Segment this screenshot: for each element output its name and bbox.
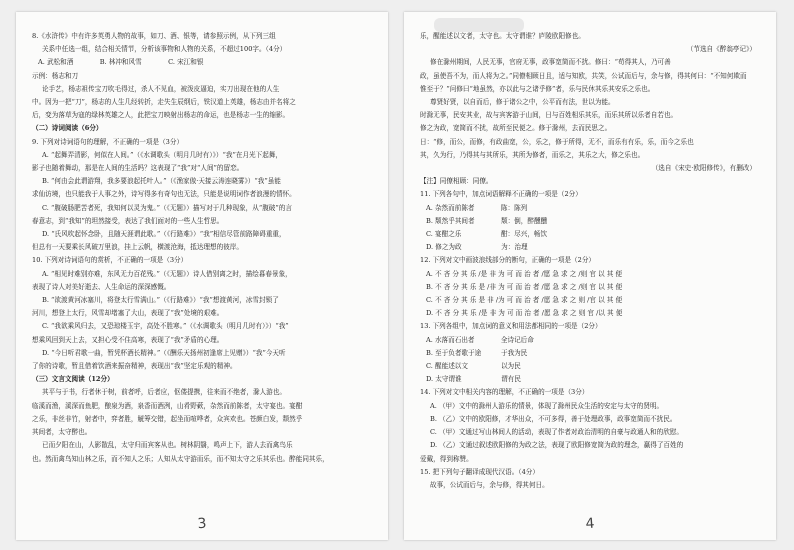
text-line: 13. 下列各组中，加点词的意义和用法都相同的一项是（2分） — [420, 322, 602, 331]
text-line: A. 不 吝 分 其 乐 /是 非 为 可 而 治 者 /愿 急 求 之 /则 官 以 其 便 — [426, 269, 623, 278]
page-4-text — [420, 30, 762, 492]
text-line: 故事，公试而后与，余与修，得其何日。 — [430, 480, 549, 489]
text-line: D. 修之为政 为：治理 — [426, 243, 528, 252]
text-line: 中。因为一把“刀”，杨志的人生几经转折，走失生辰纲后，铁汉道上英雄，杨志由并名将之 — [32, 98, 296, 107]
exam-page-4 — [404, 12, 776, 540]
text-line: A. 杂然而前陈者 陈：陈列 — [426, 203, 528, 212]
text-line: 其平与于书，行者休于树，前者呼，后者应，伛偻提携，往来而不绝者，滁人游也。 — [42, 388, 286, 397]
text-line: 临溪而渔，溪深而鱼肥，酿泉为酒，泉香而酒洌，山肴野蔌，杂然而前陈者，太守宴也。宴酣 — [32, 401, 303, 410]
text-line: 尊贤好贤，以自而后，修于诸公之中，公平而有法，世以为能。 — [430, 98, 615, 107]
text-line: 其，久为行，乃得其与其所乐，其所为修者，而乐之，其乐之大，修之乐也。 — [420, 150, 645, 159]
text-line: 乐，醒能述以文者，太守也。太守谓谁？庐陵欧阳修也。 — [420, 32, 585, 40]
text-line: 示例：杨志和刀 — [32, 71, 79, 80]
page-number: 4 — [584, 515, 596, 533]
text-line: C. 醒能述以文 以为民 — [426, 362, 521, 371]
text-line: A. 武松和酒 B. 林冲和风雪 C. 宋江和银 — [38, 58, 204, 67]
text-line: C. “腹破肠肥苦者死，我知何以灵为鬼。”（《无题》）描写对于几种现象，从“腹破”的言 — [42, 203, 292, 212]
text-line: A. （甲）文中的滁州人游乐的情景，体现了滁州民众生活的安定与太守的贤明。 — [430, 401, 664, 410]
text-line: B. 至于负者歌于途 于我为民 — [426, 348, 528, 357]
text-line: 论手艺，杨志祖传宝刀吹毛得过，杀人不见血，被泼皮逼迫，实刀出现在他的人生 — [42, 84, 280, 93]
text-line: C. 宴酣之乐 酣：尽兴，畅饮 — [426, 230, 548, 239]
text-line: 影子也随着舞动，那是在人间的生活吗？这表现了“我”对“人间”的留恋。 — [32, 164, 244, 173]
text-line: B. （乙）文中的欧阳修，才华出众，不可多得，善于处理政事，政事宽简而不扰民。 — [430, 414, 677, 423]
page-number: 3 — [196, 515, 208, 533]
text-line: D. “氏风吹起怀念卧，且随天涯谓此歌。”（《行路难》）“我”相信尽管前路障碍重重， — [42, 230, 286, 239]
text-line: 其间者，太守醉也。 — [32, 428, 92, 437]
text-line: 求仙访境，也只能我于人事之外，诗写得多有奇句也无法，只能是说明词作者浪漫的情怀。 — [32, 190, 296, 199]
text-line: 15. 把下列句子翻译成现代汉语。（4分） — [420, 467, 539, 476]
text-line: D. 不 吝 分 其 乐 /是 非 为 可 而 治 者 /愿 急 求 之 则 官 /以 其 便 — [426, 309, 623, 318]
text-line: 14. 下列对文中相关内容的理解，不正确的一项是（3分） — [420, 388, 589, 397]
text-line: 表现了诗人对美好逝去、人生命运的深深感慨。 — [32, 282, 171, 291]
text-line: （三）文言文阅读（12分） — [32, 375, 114, 384]
text-line: 之乐，非丝非竹，射者中，弈者胜，觥筹交错，起坐而喧哗者，众宾欢也。苍颜白发，颓然乎 — [32, 414, 303, 423]
text-line: 11. 下列各句中，加点词语解释不正确的一项是（2分） — [420, 190, 582, 199]
text-line: D. （乙）文通过叙述欧阳修的为政之法，表现了欧阳修宽简为政的理念，赢得了百姓的 — [430, 441, 684, 450]
text-line: D. 太守谓谁 谓有民 — [426, 375, 521, 384]
text-line: 10. 下列对诗词语句的赏析，不正确的一项是（3分） — [32, 256, 188, 265]
text-line: D. “今日听君歌一曲，暂凭杯酒长精神。”（《酬乐天扬州初逢席上见赠》）“我”今天听 — [42, 348, 286, 357]
page-3-text — [32, 30, 374, 466]
text-line: 后，变为落草为寇的绿林英雄之人，此把宝刀映射出杨志的命运，也是杨志一生的缩影。 — [32, 111, 290, 120]
text-line: 也。然而禽鸟知山林之乐，而不知人之乐；人知从太守游而乐，而不知太守之乐其乐也。醉能同其乐， — [32, 454, 329, 463]
text-line: （二）诗词阅读（6分） — [32, 124, 103, 133]
text-line: 已而夕阳在山，人影散乱，太守归而宾客从也。树林阴翳，鸣声上下，游人去而禽鸟乐 — [42, 441, 293, 450]
text-line: 日：“修，而公，而修，有政曲宽，公，乐之，修于所得，无不，而乐有有乐，乐，而今之乐也 — [420, 137, 694, 146]
text-line: C. （甲）文通过写山林间人的活动，表现了作者对政治清明的自豪与政通人和的欣慰。 — [430, 428, 683, 437]
text-line: 关系中任选一组，结合相关情节，分析该事物和人物的关系，不超过100字。（4分） — [42, 45, 287, 54]
text-line: 河川，想登上太行，风雪却堵塞了大山，表现了“我”处境的艰难。 — [32, 309, 224, 318]
text-line: 【注】同僚相顾：同僚。 — [420, 177, 493, 186]
text-line: B. 不 吝 分 其 乐 是 /非 为 可 而 治 者 /愿 急 求 之 /则 官 以 其 便 — [426, 282, 623, 291]
text-line: C. “我欲乘风归去，又恐琼楼玉宇，高处不胜寒。”（《水调歌头（明月几时有）》）“我” — [42, 322, 289, 331]
text-line: 想乘风回到天上去，又担心受不住高寒，表现了“我”矛盾的心理。 — [32, 335, 224, 344]
text-line: 春意志，到“我知”的坦然接受，表达了我们面对的一些人生哲思。 — [32, 216, 224, 225]
text-line: A. “起舞弄清影，何似在人间。”（《水调歌头（明月几时有）》）“我”在月光下起舞， — [42, 150, 283, 159]
text-line: B. “何由会此谓游翔，我多要浪起托叶人。”（《渔家傲·天接云涛连晓雾》）“我”虽能 — [42, 177, 281, 186]
text-line: 修之为政，宽简而不扰，故所至民便之。修于滁州，去而民思之。 — [420, 124, 612, 133]
text-line: B. 颓然乎其间者 颓：倒，醉醺醺 — [426, 216, 548, 225]
text-line: （选自《宋史·欧阳修传》，有删改） — [651, 164, 756, 173]
text-line: A. 水落而石出者 全诗记后命 — [426, 335, 534, 344]
exam-page-3 — [16, 12, 388, 540]
text-line: 惟至于？”问修曰“地虽然，亦以此与之诸乎修”者，乐与民休其乐其安乐之乐也。 — [420, 84, 655, 93]
text-line: 时滁无事，民安其业，故与宾客游于山间，日与百姓相乐其乐，而乐其所以乐者自若也。 — [420, 111, 678, 120]
text-line: 了你的诗歌，暂且借着饮酒来振奋精神，表现出“我”坚定乐观的精神。 — [32, 362, 237, 371]
text-line: 爱戴，得到称赞。 — [420, 454, 473, 463]
text-line: 12. 下列对文中画波浪线部分的断句，正确的一项是（2分） — [420, 256, 596, 265]
text-line: A. “相见时难别亦难，东风无力百花残。”（《无题》）诗人借别离之时，描绘暮春景象， — [42, 269, 292, 278]
text-line: C. 不 吝 分 其 乐 是 非 /为 可 而 治 者 /愿 急 求 之 则 /官 以 其 便 — [426, 296, 623, 305]
text-line: 修在滁州期间，人民无事，官府无事，政事宽简而不扰。修曰：“苟得其人，乃可善 — [430, 58, 671, 67]
text-line: （节选自《醉翁亭记》） — [686, 45, 756, 54]
text-line: B. “欲渡黄河冰塞川，将登太行雪满山。”（《行路难》）“我”想渡黄河，冰雪封锁了 — [42, 296, 279, 305]
text-line: 9. 下列对诗词语句的理解，不正确的一项是（3分） — [32, 137, 184, 146]
text-line: 但总有一天要乘长风破万里浪，挂上云帆，横渡沧海，抵达理想的彼岸。 — [32, 243, 243, 252]
text-line: 政，虽使吾不为，而人将为之。”同僚相顾日且，适与知欧，共笑，公试而后与，余与修，得其何曰：“不知何欺而 — [420, 71, 747, 80]
text-line: 8.《水浒传》中有许多英勇人物的故事，如刀、酒、银等，请参照示例，从下列三组 — [32, 32, 276, 40]
